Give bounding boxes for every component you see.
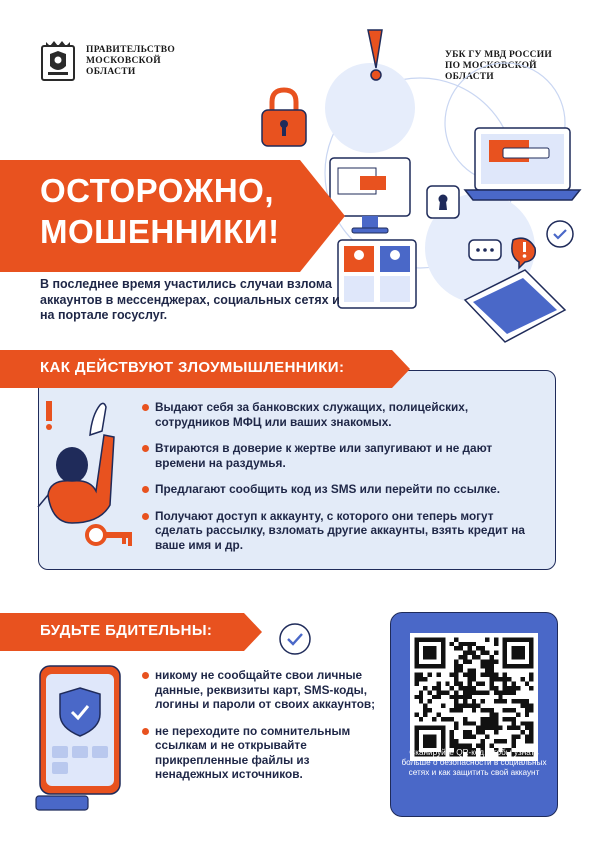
photo-gallery-icon [338, 240, 416, 308]
small-exclamation-icon [46, 401, 52, 430]
bullet-dot [142, 486, 149, 493]
list-item [143, 441, 543, 470]
section2-title: БУДЬТЕ БДИТЕЛЬНЫ: [40, 622, 213, 639]
main-title [40, 170, 340, 252]
list-item-text: никому не сообщайте свои личные данные, реквизиты карт, SMS-коды, логины и пароли от своих аккаунтов; [155, 668, 376, 711]
list-item [143, 400, 543, 429]
qr-caption: Сканируйте QR-код, чтобы узнать больше о безопасности в социальных сетях и как защитить свой аккаунт [401, 748, 547, 777]
laptop-icon [465, 128, 580, 200]
header-left-line: ОБЛАСТИ [86, 66, 136, 77]
intro-text: В последнее время участились случаи взлома аккаунтов в мессенджерах, социальных сетях и на портале госуслуг. [40, 277, 340, 322]
bullet-dot [142, 445, 149, 452]
bullet-dot [142, 728, 149, 735]
list-item-text: Предлагают сообщить код из SMS или перейти по ссылке. [155, 482, 501, 496]
header-right-line: ПО МОСКОВСКОЙ [445, 61, 537, 71]
bullet-dot [142, 672, 149, 679]
list-item-text: Втираются в доверие к жертве или запугивают и не дают времени на раздумья. [155, 441, 493, 470]
checkmark-icon [547, 221, 573, 247]
bullet-dot [142, 513, 149, 520]
section2-list [143, 668, 378, 794]
shield-phone-icon [30, 662, 135, 822]
padlock-icon [262, 90, 306, 146]
key-icon [87, 526, 132, 546]
header-right-line: ОБЛАСТИ [445, 72, 494, 82]
list-item-text: Получают доступ к аккаунту, с которого они теперь могут сделать рассылку, взломать другие аккаунты, взять кредит на ваше имя и др. [155, 508, 525, 552]
list-item-text: не переходите по сомнительным ссылкам и не открывайте прикрепленные файлы из ненадежных источников. [155, 723, 351, 781]
section1-title: КАК ДЕЙСТВУЮТ ЗЛОУМЫШЛЕННИКИ: [40, 359, 345, 376]
checkmark-icon [278, 622, 312, 656]
list-item [143, 724, 378, 782]
crest-icon [38, 38, 78, 84]
header-left [38, 38, 175, 84]
list-item [143, 509, 543, 553]
header-left-line: МОСКОВСКОЙ [86, 55, 162, 66]
main-title-line: МОШЕННИКИ! [40, 213, 280, 250]
person-raised-hand-icon [30, 395, 135, 555]
list-item [143, 668, 378, 712]
list-item [143, 482, 543, 497]
deco-blob [325, 63, 415, 153]
header-left-line: ПРАВИТЕЛЬСТВО [86, 44, 176, 55]
header-left-org [86, 45, 175, 78]
keyhole-icon [427, 186, 459, 218]
qr-code-icon[interactable] [410, 633, 538, 761]
bullet-dot [142, 404, 149, 411]
header-right-line: УБК ГУ МВД РОССИИ [445, 50, 552, 60]
list-item-text: Выдают себя за банковских служащих, полицейских, сотрудников МФЦ или ваших знакомых. [155, 400, 469, 429]
section1-list [143, 400, 543, 564]
main-title-line: ОСТОРОЖНО, [40, 172, 274, 209]
